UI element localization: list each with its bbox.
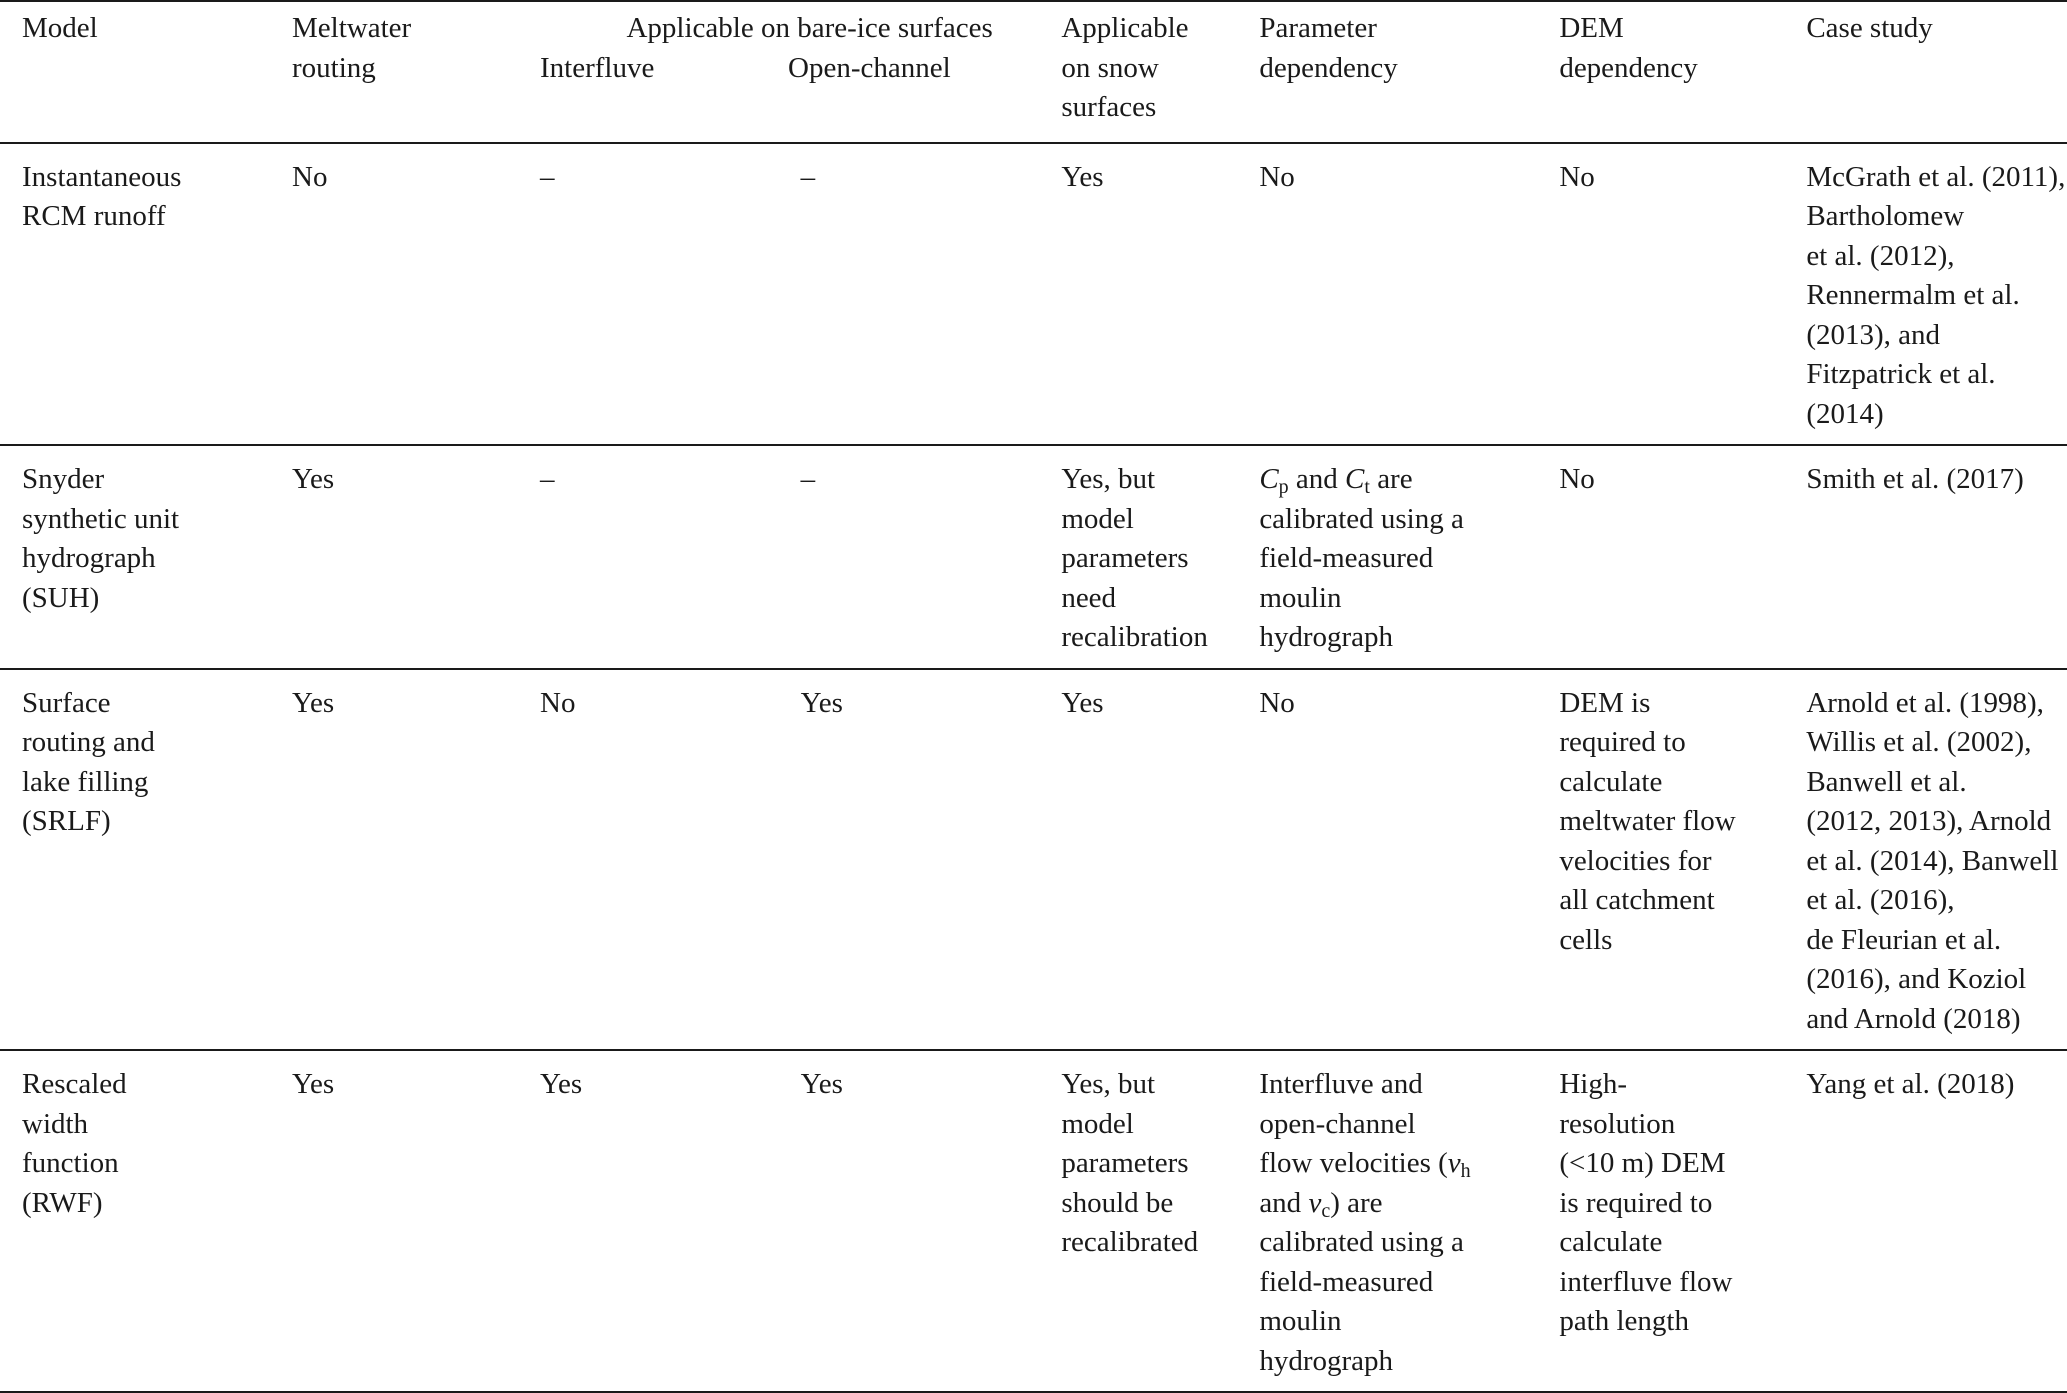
cell-case-study: Yang et al. (2018) xyxy=(1806,1068,2015,1100)
cell-snow: Yes, but model parameters need recalibration xyxy=(1061,463,1208,653)
cell-routing: Yes xyxy=(292,686,335,719)
cell-parameter: No xyxy=(1259,686,1295,719)
header-parameter-dependency: Parameter dependency xyxy=(1259,12,1398,84)
header-bare-ice-group xyxy=(540,1,1061,143)
cell-interfluve: – xyxy=(540,160,555,193)
cell-snow: Yes xyxy=(1061,686,1104,719)
cell-model: Snyder synthetic unit hydrograph (SUH) xyxy=(22,463,180,614)
cell-interfluve: No xyxy=(540,686,576,719)
cell-routing: Yes xyxy=(292,463,335,495)
header-model: Model xyxy=(22,12,98,44)
cell-parameter: No xyxy=(1259,160,1295,193)
header-meltwater-routing: Meltwater routing xyxy=(292,12,412,84)
cell-open-channel: Yes xyxy=(800,686,843,719)
cell-model: Rescaled width function (RWF) xyxy=(22,1068,127,1219)
cell-snow: Yes xyxy=(1061,160,1104,193)
header-dem-dependency: DEM dependency xyxy=(1559,12,1698,84)
header-interfluve: Interfluve xyxy=(540,51,655,84)
cell-case-study: McGrath et al. (2011), Bartholomew et al. (2012), Rennermalm et al. (2013), and Fitzpatrick et al. (2014) xyxy=(1806,160,2066,430)
table-row xyxy=(0,1050,2067,1392)
table-row xyxy=(0,445,2067,669)
cell-parameter: Interfluve and open-channel flow velocities ($v_h$ and $v_c$) are calibrated using a field-measured moulin hydrograph xyxy=(1259,1068,1471,1377)
cell-open-channel: – xyxy=(800,160,816,193)
table-row xyxy=(0,143,2067,446)
cell-interfluve: – xyxy=(540,463,555,495)
cell-model: Instantaneous RCM runoff xyxy=(22,160,182,232)
cell-open-channel: – xyxy=(800,463,816,495)
cell-snow: Yes, but model parameters should be recalibrated xyxy=(1061,1068,1199,1258)
cell-interfluve: Yes xyxy=(540,1068,583,1100)
cell-routing: No xyxy=(292,160,328,193)
header-snow-surfaces: Applicable on snow surfaces xyxy=(1061,12,1189,123)
cell-routing: Yes xyxy=(292,1068,335,1100)
cell-dem: High- resolution (<10 m) DEM is required to calculate interfluve flow path length xyxy=(1559,1068,1733,1337)
cell-parameter: $C_p$ and $C_t$ are calibrated using a field-measured moulin hydrograph xyxy=(1259,463,1464,653)
table-row xyxy=(0,669,2067,1051)
cell-open-channel: Yes xyxy=(800,1068,843,1100)
cell-dem: No xyxy=(1559,463,1595,495)
cell-case-study: Arnold et al. (1998), Willis et al. (2002), Banwell et al. (2012, 2013), Arnold et al. (2014), Banwell et al. (2016), de Fleurian et al. (2016), and Koziol and Arnold (2018) xyxy=(1806,686,2059,1035)
cell-dem: No xyxy=(1559,160,1595,193)
header-bare-ice-title: Applicable on bare-ice surfaces xyxy=(626,12,993,44)
cell-dem: DEM is required to calculate meltwater flow velocities for all catchment cells xyxy=(1559,686,1736,956)
header-case-study: Case study xyxy=(1806,12,1933,44)
cell-model: Surface routing and lake filling (SRLF) xyxy=(22,686,155,837)
cell-case-study: Smith et al. (2017) xyxy=(1806,463,2024,495)
header-open-channel: Open-channel xyxy=(788,51,951,84)
table-header-row xyxy=(0,1,2067,143)
